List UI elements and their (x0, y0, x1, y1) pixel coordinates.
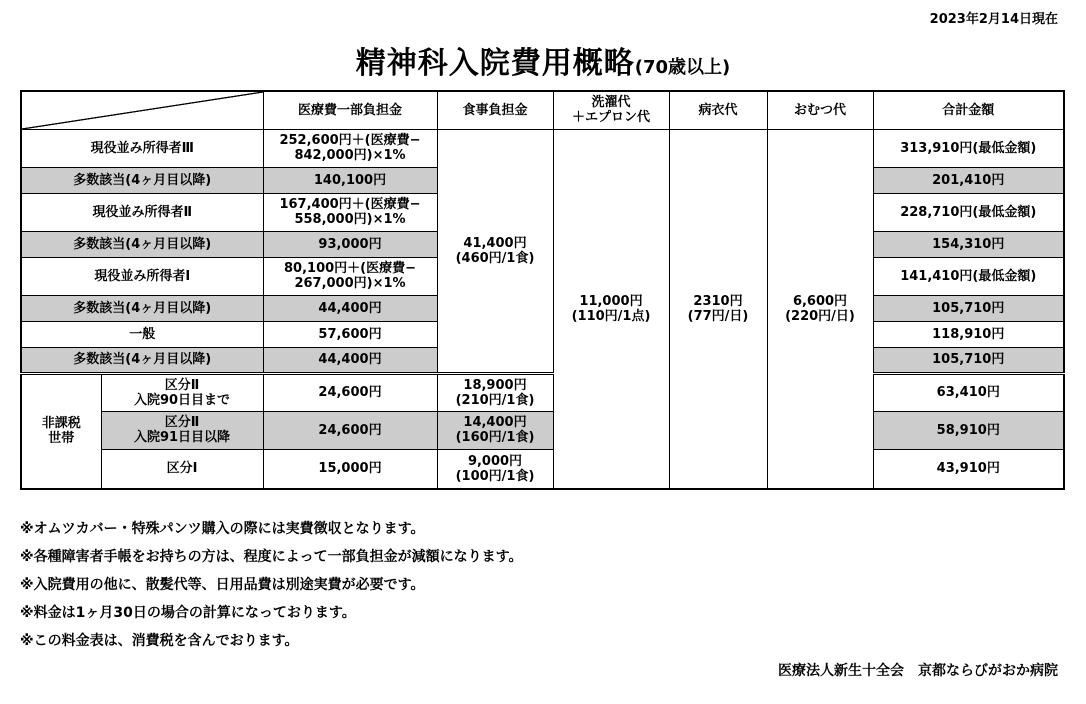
header-corner (21, 91, 263, 129)
copay-line1: 167,400円＋(医療費− (279, 197, 421, 212)
row-label: 一般 (21, 321, 263, 347)
row-label: 多数該当(4ヶ月目以降) (21, 295, 263, 321)
header-laundry-line2: ＋エプロン代 (571, 110, 650, 126)
row-label (101, 411, 263, 449)
header-total: 合計金額 (873, 91, 1064, 129)
copay-cell (263, 129, 437, 167)
total-cell: 43,910円 (873, 449, 1064, 489)
note-item: ※各種障害者手帳をお持ちの方は、程度によって一部負担金が減額になります。 (20, 549, 523, 565)
total-cell: 118,910円 (873, 321, 1064, 347)
laundry-amount: 11,000円 (579, 293, 643, 309)
table-row (21, 411, 1064, 449)
meal-rate: (210円/1食) (455, 392, 535, 408)
copay-cell (263, 257, 437, 295)
row-label-line2: 入院91日目以降 (133, 430, 231, 445)
meal-cell (437, 449, 553, 489)
total-cell: 313,910円(最低金額) (873, 129, 1064, 167)
copay-line1: 80,100円＋(医療費− (284, 261, 416, 276)
row-label: 現役並み所得者Ⅰ (21, 257, 263, 295)
header-row (21, 91, 1064, 129)
table-row (21, 449, 1064, 489)
total-cell: 105,710円 (873, 347, 1064, 373)
header-laundry-line1: 洗濯代 (591, 95, 631, 111)
copay-cell (263, 193, 437, 231)
nontax-group-line1: 非課税 (41, 416, 81, 432)
diaper-rate: (220円/日) (785, 308, 855, 324)
row-label: 多数該当(4ヶ月目以降) (21, 231, 263, 257)
row-label (101, 373, 263, 411)
note-item: ※オムツカバー・特殊パンツ購入の際には実費徴収となります。 (20, 521, 425, 537)
row-label: 現役並み所得者Ⅲ (21, 129, 263, 167)
header-copay: 医療費一部負担金 (263, 91, 437, 129)
meal-shared-amount: 41,400円 (463, 235, 527, 251)
header-diaper: おむつ代 (767, 91, 873, 129)
row-label: 区分Ⅰ (101, 449, 263, 489)
copay-cell: 24,600円 (263, 411, 437, 449)
hospital-name: 医療法人新生十全会 京都ならびがおか病院 (778, 663, 1058, 679)
header-meal: 食事負担金 (437, 91, 553, 129)
total-cell: 141,410円(最低金額) (873, 257, 1064, 295)
total-cell: 58,910円 (873, 411, 1064, 449)
row-label: 多数該当(4ヶ月目以降) (21, 347, 263, 373)
table-row (21, 129, 1064, 167)
copay-cell: 57,600円 (263, 321, 437, 347)
total-cell: 105,710円 (873, 295, 1064, 321)
note-item: ※料金は1ヶ月30日の場合の計算になっております。 (20, 605, 356, 621)
note-item: ※この料金表は、消費税を含んでおります。 (20, 633, 299, 649)
total-cell: 228,710円(最低金額) (873, 193, 1064, 231)
total-cell: 154,310円 (873, 231, 1064, 257)
copay-line2: 558,000円)×1% (294, 212, 406, 227)
nontax-group-label (21, 373, 101, 489)
table-row (21, 373, 1064, 411)
gown-cell (669, 129, 767, 489)
note-item: ※入院費用の他に、散髪代等、日用品費は別途実費が必要です。 (20, 577, 425, 593)
copay-cell: 24,600円 (263, 373, 437, 411)
meal-rate: (160円/1食) (455, 430, 535, 445)
meal-shared-rate: (460円/1食) (455, 250, 535, 266)
copay-cell: 140,100円 (263, 167, 437, 193)
row-label-line2: 入院90日目まで (133, 392, 231, 408)
row-label: 多数該当(4ヶ月目以降) (21, 167, 263, 193)
gown-amount: 2310円 (693, 293, 743, 309)
copay-cell: 15,000円 (263, 449, 437, 489)
date-stamp: 2023年2月14日現在 (929, 12, 1058, 27)
total-cell: 201,410円 (873, 167, 1064, 193)
copay-cell: 44,400円 (263, 347, 437, 373)
nontax-group-line2: 世帯 (48, 431, 75, 447)
laundry-rate: (110円/1点) (571, 308, 651, 324)
copay-line1: 252,600円＋(医療費− (279, 133, 421, 148)
gown-rate: (77円/日) (687, 308, 749, 324)
row-label: 現役並み所得者Ⅱ (21, 193, 263, 231)
diaper-cell (767, 129, 873, 489)
meal-rate: (100円/1食) (455, 468, 535, 484)
header-laundry (553, 91, 669, 129)
row-label-line1: 区分Ⅱ (164, 377, 200, 393)
fee-table (20, 90, 1065, 490)
meal-shared-cell (437, 129, 553, 373)
row-label-line1: 区分Ⅱ (164, 415, 200, 430)
meal-amount: 9,000円 (467, 453, 523, 469)
copay-line2: 267,000円)×1% (294, 276, 406, 291)
laundry-cell (553, 129, 669, 489)
meal-cell (437, 411, 553, 449)
page-title-main: 精神科入院費用概略 (355, 46, 635, 81)
copay-cell: 44,400円 (263, 295, 437, 321)
page-title (0, 38, 1086, 82)
total-cell: 63,410円 (873, 373, 1064, 411)
header-gown: 病衣代 (669, 91, 767, 129)
page-title-sub: (70歳以上) (634, 57, 731, 78)
copay-cell: 93,000円 (263, 231, 437, 257)
meal-amount: 18,900円 (463, 377, 527, 393)
meal-amount: 14,400円 (463, 415, 527, 430)
copay-line2: 842,000円)×1% (294, 148, 406, 163)
diaper-amount: 6,600円 (792, 293, 848, 309)
meal-cell (437, 373, 553, 411)
